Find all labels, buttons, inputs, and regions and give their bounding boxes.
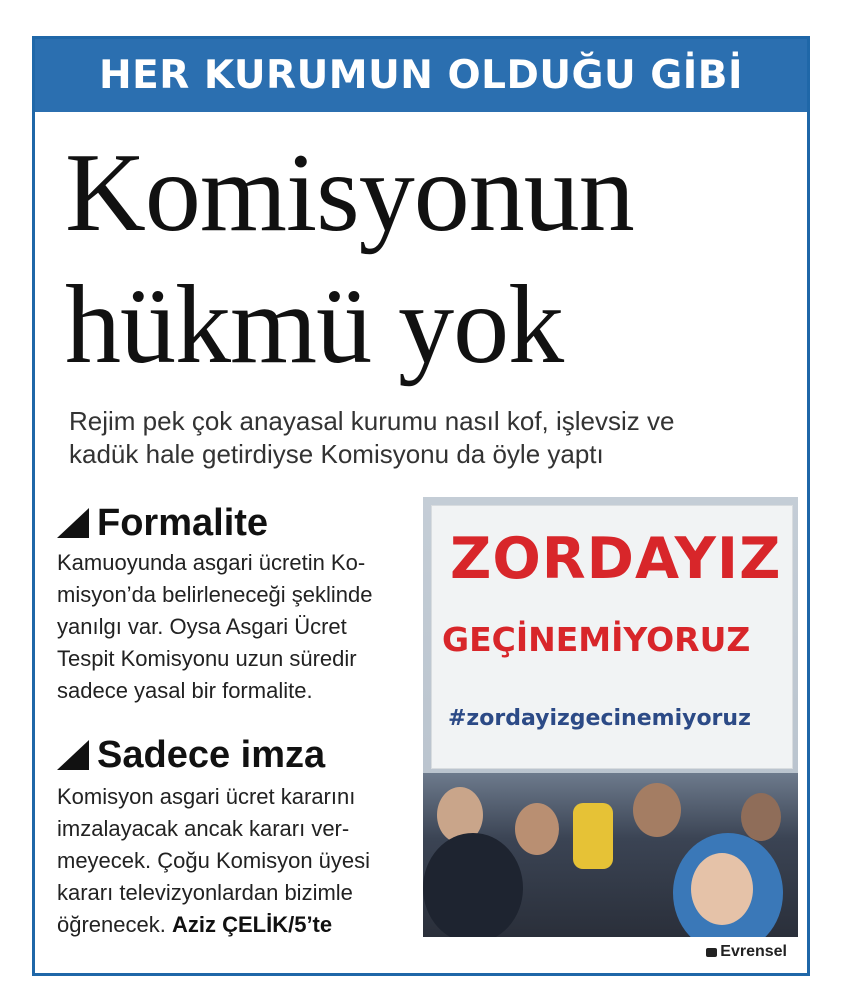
protest-sign [431,505,793,769]
body-line: öğrenecek. [57,912,166,937]
crowd [423,773,798,937]
body-line: Tespit Komisyonu uzun süredir [57,646,357,671]
evrensel-logo-icon [706,948,717,957]
source-name: Evrensel [720,943,787,960]
section-body-sadece-imza [57,781,402,941]
section-title-text: Sadece imza [97,734,326,776]
section-body-formalite [57,547,402,707]
body-line: Komisyon asgari ücret kararını [57,784,356,809]
crowd-person [515,803,559,855]
crowd-person [741,793,781,841]
body-line: sadece yasal bir formalite. [57,678,313,703]
body-line: kararı televizyonlardan bizimle [57,880,353,905]
sign-text-zordayiz: ZORDAYIZ [450,526,782,592]
body-line: yanılgı var. Oysa Asgari Ücret [57,614,347,639]
crowd-person [633,783,681,837]
body-line: Kamuoyunda asgari ücretin Ko- [57,550,366,575]
body-line: imzalayacak ancak kararı ver- [57,816,350,841]
section-title-text: Formalite [97,502,269,544]
crowd-person [423,833,523,937]
crowd-person [573,803,613,869]
body-line: misyon’da belirleneceği şeklinde [57,582,373,607]
headline-line-2: hükmü yok [65,263,564,387]
section-title-formalite [57,501,268,545]
sign-hashtag: #zordayizgecinemiyoruz [448,706,751,731]
source-credit [706,943,787,961]
banner-title: HER KURUMUN OLDUĞU GİBİ [98,53,744,98]
article-frame [32,36,810,976]
protest-photo [423,497,798,937]
sign-text-gecinemiyoruz: GEÇİNEMİYORUZ [442,620,751,659]
headline-line-1: Komisyonun [65,131,634,255]
subhead-line-2: kadük hale getirdiyse Komisyonu da öyle yaptı [69,439,604,469]
subhead-line-1: Rejim pek çok anayasal kurumu nasıl kof, işlevsiz ve [69,406,675,436]
body-line: meyecek. Çoğu Komisyon üyesi [57,848,371,873]
triangle-bullet-icon [57,508,89,538]
category-banner [35,39,807,112]
headline [65,127,634,391]
section-title-sadece-imza [57,733,325,777]
subheadline [69,405,789,471]
crowd-person [691,853,753,925]
byline: Aziz ÇELİK/5’te [171,912,333,937]
triangle-bullet-icon [57,740,89,770]
